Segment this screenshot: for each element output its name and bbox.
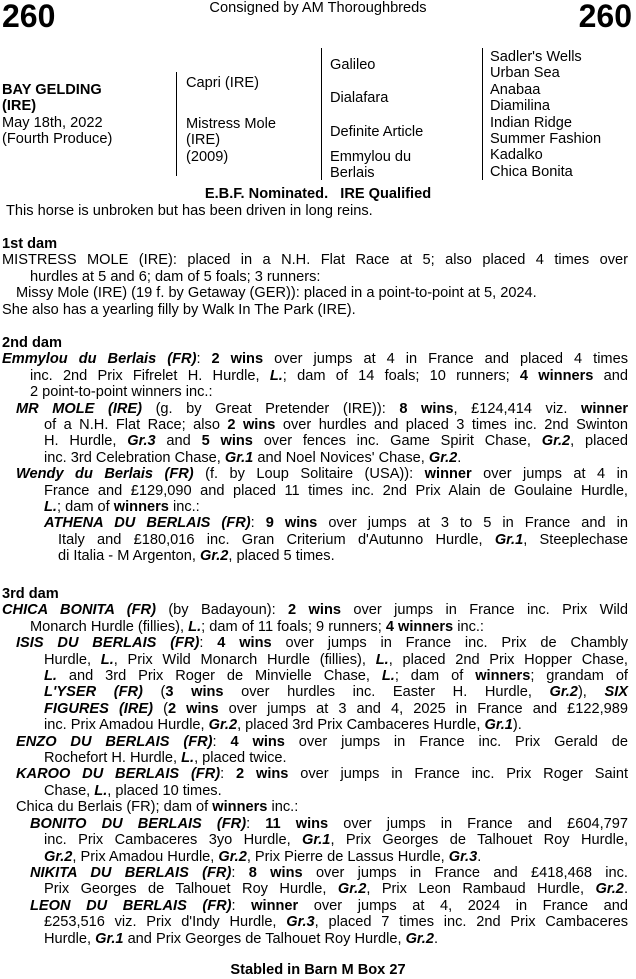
second-dam-heading: 2nd dam (2, 335, 63, 351)
pedigree-divider-1 (176, 72, 177, 176)
athena-entry: ATHENA DU BERLAIS (FR): 9 wins over jumps at 3 to 5 in France and in (44, 515, 628, 532)
second-dam-section: 2nd dam Emmylou du Berlais (FR): 2 wins over jumps at 4 in France and placed 4 times inc. 2nd Prix Fifrelet H. Hurdle, L.; dam of 14 foals; 10 runners; 4 winners and 2 point-to-point winners inc.: MR MOLE (IRE) (g. by Great Pretender (IRE)): 8 wins, £124,414 viz. winner of a N.H. Flat Race; also 2 wins over hurdles and placed 3 times inc. 2nd Swinton H. Hurdle, Gr.3 and 5 wins over fences inc. Game Spirit Chase, Gr.2, placed inc. 3rd Celebration Chase, Gr.1 and Noel Novices' Chase, Gr.2. Wendy du Berlais (FR) (f. by Loup Solitaire (USA)): winner over jumps at 4 in France and £129,090 and placed 11 times inc. 2nd Prix Alain de Goulaine Hurdle, L.; dam of winners inc.: ATHENA DU BERLAIS (FR): 9 wins over jumps at 3 to 5 in France and in Italy and £180,016 inc. Gran Criterium d'Autunno Hurdle, Gr.1, Steeplechase di Italia - M Argenton, Gr.2, placed 5 times. (2, 335, 629, 565)
isis-entry: ISIS DU BERLAIS (FR): 4 wins over jumps in France inc. Prix de Chambly (16, 635, 629, 652)
horse-sex: BAY GELDING (2, 82, 102, 98)
foaling-date: May 18th, 2022 (2, 114, 103, 131)
pedigree-sire-dam: Dialafara (330, 90, 389, 106)
wendy-entry: Wendy du Berlais (FR) (f. by Loup Solitaire (USA)): winner over jumps at 4 in (16, 466, 628, 483)
chica-bonita-entry: CHICA BONITA (FR) (by Badayoun): 2 wins over jumps in France inc. Prix Wild (2, 602, 629, 619)
emmylou-entry: Emmylou du Berlais (FR): 2 wins over jumps at 4 in France and placed 4 times (2, 351, 629, 368)
pedigree-divider-3 (482, 48, 483, 180)
third-dam-heading: 3rd dam (2, 586, 59, 602)
mr-mole-entry: MR MOLE (IRE) (g. by Great Pretender (IRE)): 8 wins, £124,414 viz. winner (16, 400, 629, 417)
pedigree-sire-sire: Galileo (330, 57, 376, 73)
stabling-info: Stabled in Barn M Box 27 (230, 962, 406, 978)
horse-country: (IRE) (2, 98, 37, 115)
lot-number-right: 260 (578, 0, 632, 34)
horse-note: This horse is unbroken but has been driven in long reins. (6, 203, 373, 219)
pedigree-sire: Capri (IRE) (186, 75, 259, 91)
consignor: Consigned by AM Thoroughbreds (209, 0, 427, 16)
lot-number-left: 260 (2, 0, 56, 34)
pedigree-dam-dam: Emmylou du Berlais (330, 149, 412, 182)
third-dam-section: 3rd dam CHICA BONITA (FR) (by Badayoun): 2 wins over jumps in France inc. Prix Wild Monarch Hurdle (fillies), L.; dam of 11 foals; 9 runners; 4 winners inc.: ISIS DU BERLAIS (FR): 4 wins over jumps in France inc. Prix de Chambly Hurdle, L., Prix Wild Monarch Hurdle (fillies), L., placed 2nd Prix Hopper Chase, L. and 3rd Prix Roger de Minvielle Chase, L.; dam of winners; grandam of L'YSER (FR) (3 wins over hurdles inc. Easter H. Hurdle, Gr.2), SIX FIGURES (IRE) (2 wins over jumps at 3 and 4, 2025 in France and £122,989 inc. Prix Amadou Hurdle, Gr.2, placed 3rd Prix Cambaceres Hurdle, Gr.1). ENZO DU BERLAIS (FR): 4 wins over jumps in France inc. Prix Gerald de Rochefort H. Hurdle, L., placed twice. KAROO DU BERLAIS (FR): 2 wins over jumps in France inc. Prix Roger Saint Chase, L., placed 10 times. Chica du Berlais (FR); dam of winners inc.: BONITO DU BERLAIS (FR): 11 wins over jumps in France and £604,797 inc. Prix Cambaceres 3yo Hurdle, Gr.1, Prix Georges de Talhouet Roy Hurdle, Gr.2, Prix Amadou Hurdle, Gr.2, Prix Pierre de Lassus Hurdle, Gr.3. NIKITA DU BERLAIS (FR): 8 wins over jumps in France and £418,468 inc. Prix Georges de Talhouet Roy Hurdle, Gr.2, Prix Leon Rambaud Hurdle, Gr.2. LEON DU BERLAIS (FR): winner over jumps at 4, 2024 in France and £253,516 viz. Prix d'Indy Hurdle, Gr.3, placed 7 times inc. 2nd Prix Cambaceres Hurdle, Gr.1 and Prix Georges de Talhouet Roy Hurdle, Gr.2. (2, 586, 629, 947)
nikita-entry: NIKITA DU BERLAIS (FR): 8 wins over jumps in France and £418,468 inc. (30, 864, 628, 881)
pedigree-grandparents: Sadler's Wells Urban Sea Anabaa Diamilina Indian Ridge Summer Fashion Kadalko Chica Bonita (490, 49, 602, 180)
horse-description (2, 82, 112, 148)
first-dam-heading: 1st dam (2, 236, 58, 252)
enzo-entry: ENZO DU BERLAIS (FR): 4 wins over jumps in France inc. Prix Gerald de (16, 733, 629, 750)
pedigree-dam-sire: Definite Article (330, 124, 424, 140)
pedigree-divider-2 (321, 48, 322, 180)
first-dam-section: 1st dam MISTRESS MOLE (IRE): placed in a N.H. Flat Race at 5; also placed 4 times over hurdles at 5 and 6; dam of 5 foals; 3 runners: Missy Mole (IRE) (19 f. by Getaway (GER)): placed in a point-to-point at 5, 2024. She also has a yearling filly by Walk In The Park (IRE). (2, 236, 628, 318)
karoo-entry: KAROO DU BERLAIS (FR): 2 wins over jumps in France inc. Prix Roger Saint (16, 766, 629, 783)
produce-number: (Fourth Produce) (2, 131, 113, 148)
nominations: E.B.F. Nominated. IRE Qualified (204, 186, 432, 202)
pedigree-dam: Mistress Mole (IRE) (2009) (186, 116, 277, 165)
leon-entry: LEON DU BERLAIS (FR): winner over jumps at 4, 2024 in France and (30, 897, 628, 914)
chica-du-berlais-entry: Chica du Berlais (FR); dam of winners inc.: (16, 799, 299, 816)
bonito-entry: BONITO DU BERLAIS (FR): 11 wins over jumps in France and £604,797 (30, 815, 628, 832)
